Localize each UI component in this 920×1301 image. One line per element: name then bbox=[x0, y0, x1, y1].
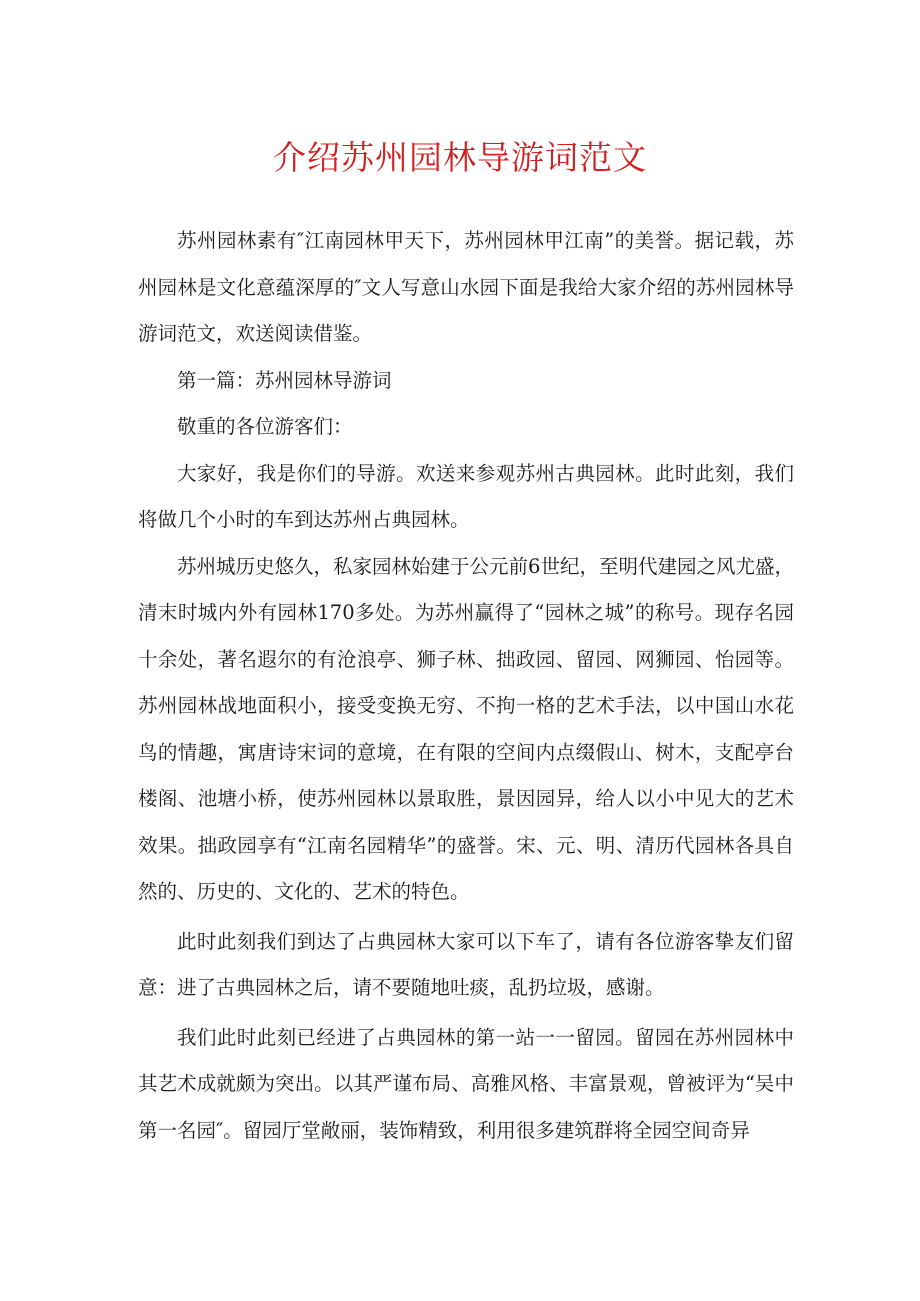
paragraph-intro: 苏州园林素有″江南园林甲天下，苏州园林甲江南”的美誉。据记载，苏州园林是文化意蕴深厚的″文人写意山水园下面是我给大家介绍的苏州园林导游词范文，欢送阅读借鉴。 bbox=[138, 229, 794, 345]
paragraph-arrival: 此时此刻我们到达了占典园林大家可以下车了，请有各位游客挚友们留意：进了古典园林之后，请不要随地吐痰，乱扔垃圾，感谢。 bbox=[138, 929, 794, 999]
paragraph-section-heading: 第一篇：苏州园林导游词 bbox=[177, 368, 392, 392]
paragraph-liuyuan: 我们此时此刻已经进了占典园林的第一站一一留园。留园在苏州园林中其艺术成就颇为突出。以其严谨布局、高雅风格、丰富景观，曾被评为“吴中第一名园″。留园厅堂敞丽，装饰精致，利用很多建筑群将全园空间奇异 bbox=[138, 1025, 794, 1142]
paragraph-greeting: 敬重的各位游客们： bbox=[177, 415, 353, 438]
document-body bbox=[138, 218, 794, 1154]
document-title: 介绍苏州园林导游词范文 bbox=[273, 138, 647, 177]
paragraph-welcome: 大家好，我是你们的导游。欢送来参观苏州古典园林。此时此刻，我们将做几个小时的车到达苏州占典园林。 bbox=[138, 461, 794, 531]
paragraph-history: 苏州城历史悠久，私家园林始建于公元前6世纪，至明代建园之风尤盛，清末时城内外有园林170多处。为苏州赢得了“园林之城”的称号。现存名园十余处，著名遐尔的有沧浪亭、狮子林、拙政园、留园、网狮园、怡园等。苏州园林战地面积小，接受变换无穷、不拘一格的艺术手法，以中国山水花鸟的情趣，寓唐诗宋词的意境，在有限的空间内点缀假山、树木，支配亭台楼阁、池塘小桥，使苏州园林以景取胜，景因园异，给人以小中见大的艺术效果。拙政园享有“江南名园精华”的盛誉。宋、元、明、清历代园林各具自然的、历史的、文化的、艺术的特色。 bbox=[138, 554, 794, 903]
